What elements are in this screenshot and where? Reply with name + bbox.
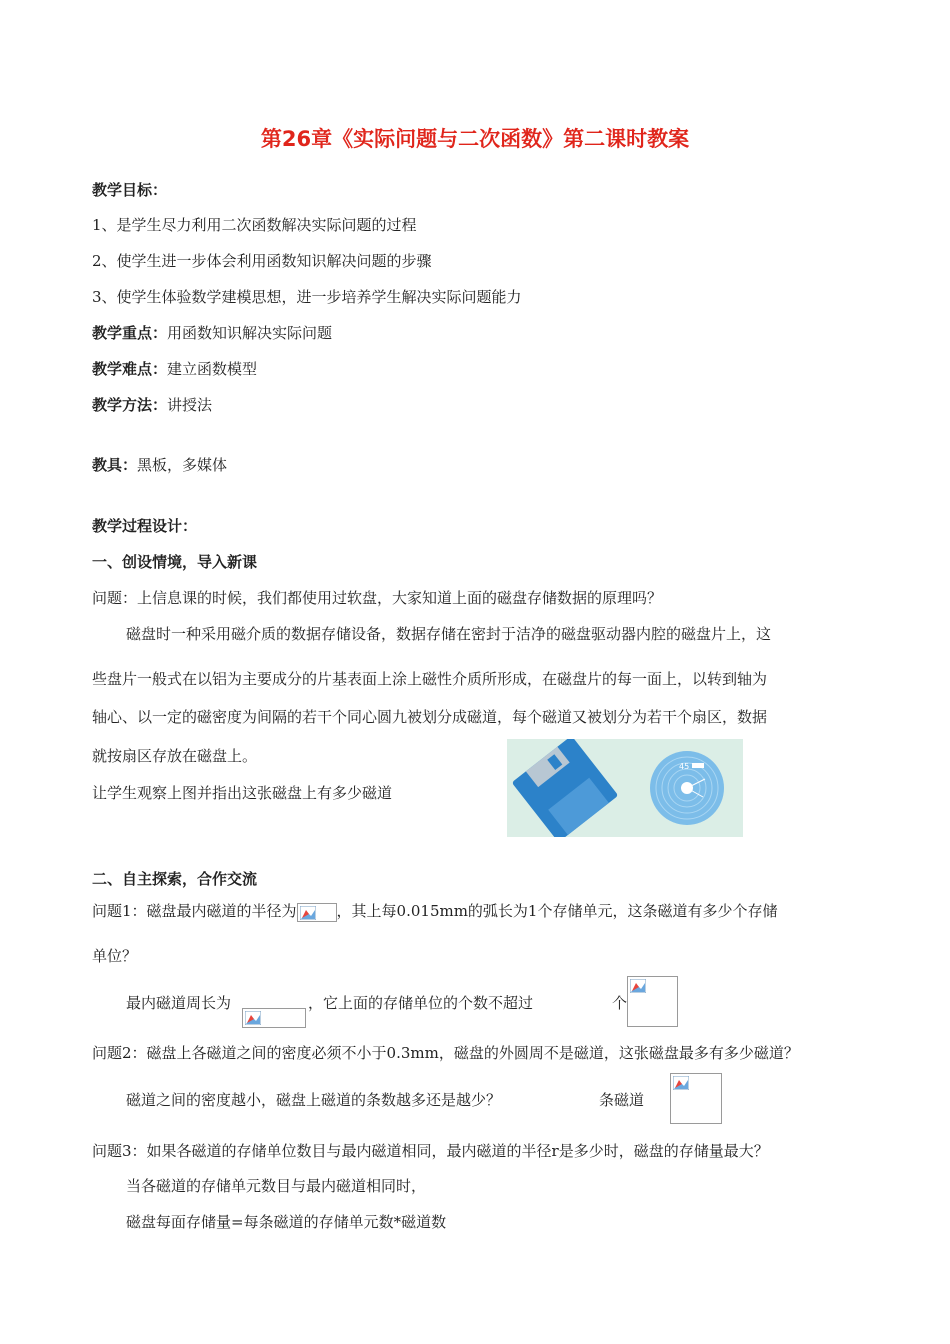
answer2-text-b: 条磁道 <box>599 1091 645 1109</box>
method-text: 讲授法 <box>167 396 213 414</box>
question1-line-2: 单位？ <box>92 947 138 965</box>
section1-heading: 一、创设情境，导入新课 <box>92 553 258 571</box>
answer2-text-a: 磁道之间的密度越小，磁盘上磁道的条数越多还是越少？ <box>126 1091 502 1109</box>
formula-line: 磁盘每面存储量=每条磁道的存储单元数*磁道数 <box>126 1213 447 1231</box>
section1-paragraph-line: 磁盘时一种采用磁介质的数据存储设备，数据存储在密封于洁净的磁盘驱动器内腔的磁盘片上，这 <box>126 625 772 643</box>
broken-image-icon <box>297 903 337 922</box>
key-point-text: 用函数知识解决实际问题 <box>167 324 333 342</box>
broken-image-icon <box>242 1008 306 1028</box>
question2-line: 问题2：磁盘上各磁道之间的密度必须不小于0.3mm，磁盘的外圆周不是磁道，这张磁盘最多有多少磁道？ <box>92 1044 799 1062</box>
section1-paragraph-line: 就按扇区存放在磁盘上。 <box>92 747 258 765</box>
answer1-text-a: 最内磁道周长为 <box>126 994 232 1012</box>
figure-angle-label: 45 <box>679 762 690 771</box>
broken-image-icon <box>670 1073 722 1124</box>
difficulty-label: 教学难点： <box>92 360 168 378</box>
difficulty-line <box>92 358 257 379</box>
tools-label: 教具： <box>92 456 138 474</box>
question1-line <box>92 900 777 922</box>
difficulty-text: 建立函数模型 <box>167 360 258 378</box>
answer1-text-c: 个 <box>612 994 628 1012</box>
key-point-label: 教学重点： <box>92 324 168 342</box>
floppy-disk-figure <box>507 739 743 837</box>
page-title: 第26章《实际问题与二次函数》第二课时教案 <box>260 127 690 151</box>
method-line <box>92 394 212 415</box>
objective-item: 2、使学生进一步体会利用函数知识解决问题的步骤 <box>92 252 432 270</box>
question1-text-a: 问题1：磁盘最内磁道的半径为 <box>92 902 297 920</box>
tools-line <box>92 454 227 475</box>
key-point-line <box>92 322 332 343</box>
tools-text: 黑板，多媒体 <box>137 456 228 474</box>
answer3-line: 当各磁道的存储单元数目与最内磁道相同时， <box>126 1177 427 1195</box>
floppy-disk-illustration <box>507 739 743 837</box>
method-label: 教学方法： <box>92 396 168 414</box>
section1-observe: 让学生观察上图并指出这张磁盘上有多少磁道 <box>92 784 393 802</box>
section1-question: 问题：上信息课的时候，我们都使用过软盘，大家知道上面的磁盘存储数据的原理吗？ <box>92 589 663 607</box>
question3-line: 问题3：如果各磁道的存储单位数目与最内磁道相同，最内磁道的半径r是多少时，磁盘的存储量最大？ <box>92 1142 769 1160</box>
objective-item: 1、是学生尽力利用二次函数解决实际问题的过程 <box>92 216 417 234</box>
answer1-text-b: ，它上面的存储单位的个数不超过 <box>308 994 534 1012</box>
section1-paragraph-line: 些盘片一般式在以铝为主要成分的片基表面上涂上磁性介质所形成，在磁盘片的每一面上，以转到轴为 <box>92 670 768 688</box>
objective-item: 3、使学生体验数学建模思想，进一步培养学生解决实际问题能力 <box>92 288 522 306</box>
question1-text-b: ，其上每0.015mm的弧长为1个存储单元，这条磁道有多少个存储 <box>336 902 778 920</box>
process-heading: 教学过程设计： <box>92 517 198 535</box>
broken-image-icon <box>627 976 678 1027</box>
section1-paragraph-line: 轴心、以一定的磁密度为间隔的若干个同心圆九被划分成磁道，每个磁道又被划分为若干个扇区，数据 <box>92 708 768 726</box>
objectives-heading: 教学目标： <box>92 181 168 199</box>
section2-heading: 二、自主探索，合作交流 <box>92 870 258 888</box>
